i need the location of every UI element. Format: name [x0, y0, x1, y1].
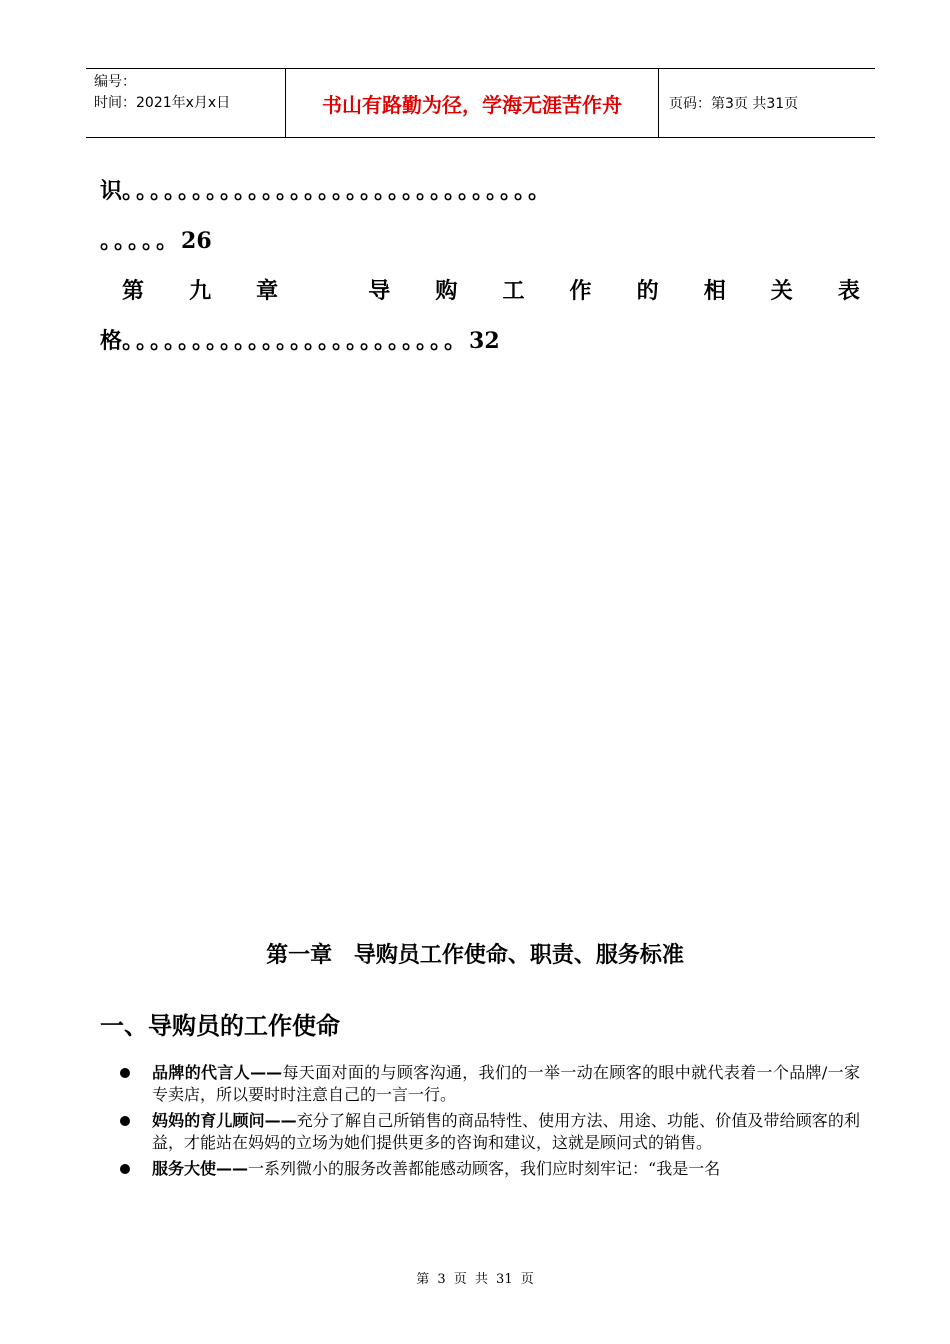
toc-line-4 — [100, 326, 860, 356]
toc-heading-char: 作 — [569, 278, 592, 304]
toc-heading-char: 相 — [703, 278, 726, 304]
toc-line-2 — [100, 226, 860, 256]
toc-heading-char: 关 — [770, 278, 793, 304]
toc-line-3 — [100, 276, 860, 306]
toc-heading-char: 章 — [256, 278, 279, 304]
toc-heading-char: 购 — [435, 278, 458, 304]
date-label: 时间：2021年x月x日 — [94, 95, 231, 111]
list-item — [118, 1110, 860, 1154]
bullet-text: 一系列微小的服务改善都能感动顾客，我们应时刻牢记：“我是一名 — [248, 1159, 721, 1178]
toc-page-number: 26 — [181, 228, 212, 254]
bullet-list — [118, 1062, 860, 1184]
bullet-icon — [120, 1164, 130, 1174]
bullet-icon — [120, 1116, 130, 1126]
section-title: 一、导购员的工作使命 — [100, 1012, 340, 1040]
chapter-title: 第一章 导购员工作使命、职责、服务标准 — [266, 943, 684, 968]
toc-heading-char: 第 — [122, 278, 145, 304]
bullet-icon — [120, 1068, 130, 1078]
header-motto: 书山有路勤为径，学海无涯苦作舟 — [286, 69, 659, 137]
bullet-term: 妈妈的育儿顾问—— — [152, 1111, 297, 1130]
header-page-info: 页码：第3页 共31页 — [669, 96, 799, 112]
list-item — [118, 1062, 860, 1106]
toc-dots: 。。。。。 — [100, 228, 182, 254]
bullet-term: 服务大使—— — [152, 1159, 249, 1178]
page-header — [86, 68, 875, 138]
toc-text: 格 — [100, 328, 123, 354]
bullet-term: 品牌的代言人—— — [152, 1063, 283, 1082]
bullet-text: 充分了解自己所销售的商品特性、使用方法、用途、功能、价值及带给顾客的利益，才能站在妈妈的立场为她们提供更多的咨询和建议，这就是顾问式的销售。 — [152, 1111, 860, 1152]
bullet-text: 每天面对面的与顾客沟通，我们的一举一动在顾客的眼中就代表着一个品牌/一家专卖店，所以要时时注意自己的一言一行。 — [152, 1063, 860, 1104]
page-footer: 第 3 页 共 31 页 — [416, 1272, 534, 1287]
toc-heading-char: 工 — [502, 278, 525, 304]
serial-label: 编号： — [94, 74, 136, 90]
toc-heading-char: 表 — [837, 278, 860, 304]
toc-dots: 。。。。。。。。。。。。。。。。。。。。。。。。。。。。。。 — [122, 178, 554, 204]
toc-text: 识 — [100, 178, 123, 204]
toc-line-1 — [100, 176, 860, 206]
toc-heading-char: 的 — [636, 278, 659, 304]
toc-heading-char: 九 — [189, 278, 212, 304]
toc-dots: 。。。。。。。。。。。。。。。。。。。。。。。。 — [122, 328, 470, 354]
toc-heading-char: 导 — [368, 278, 391, 304]
toc-page-number: 32 — [469, 328, 500, 354]
header-meta — [86, 69, 286, 137]
list-item — [118, 1158, 860, 1180]
